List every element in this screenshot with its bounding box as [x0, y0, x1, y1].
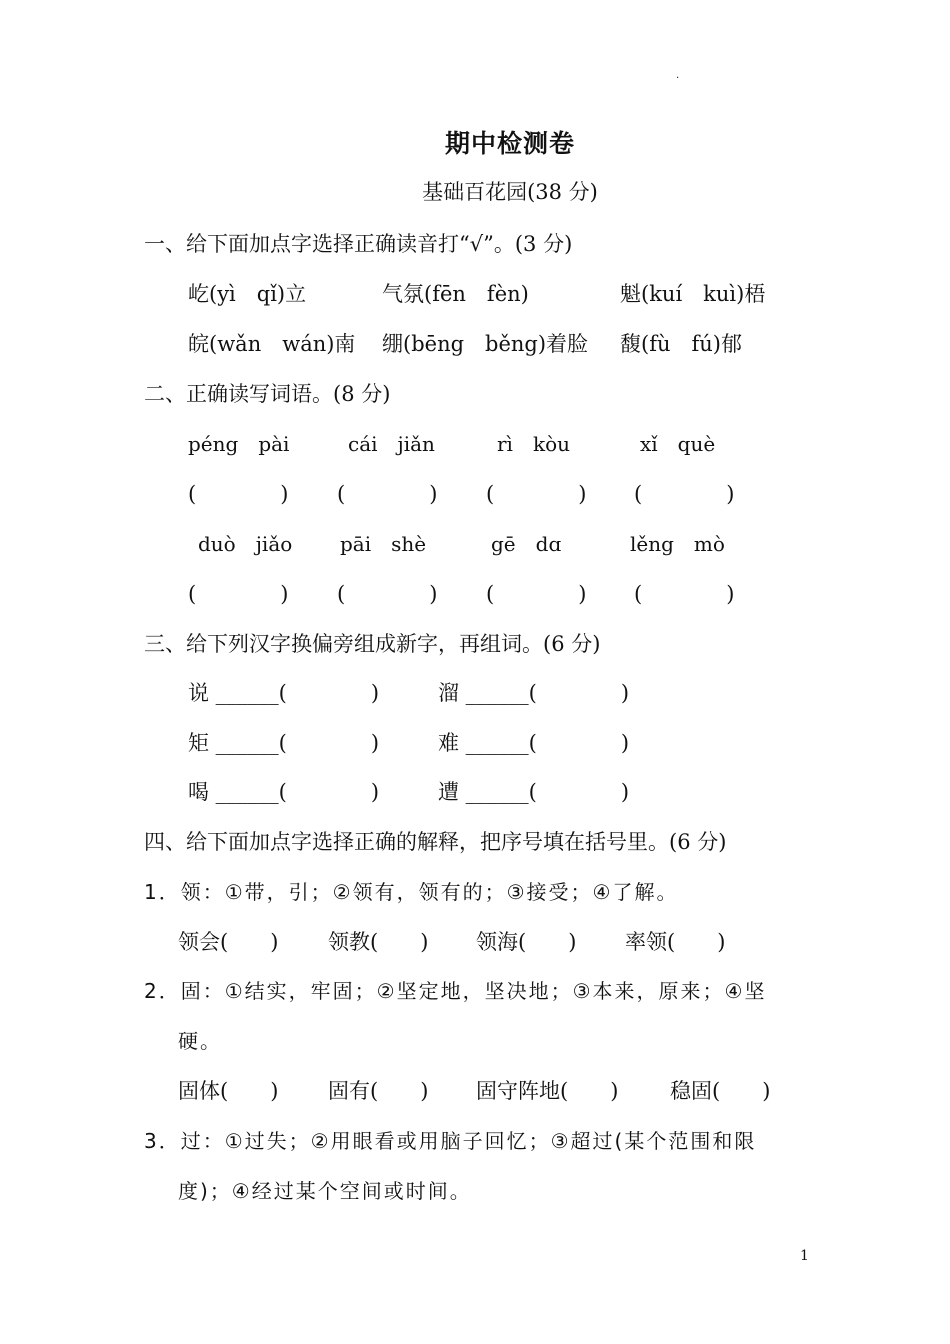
q2-blank[interactable]: ( ) — [486, 582, 587, 606]
q2-pinyin: duò jiǎo — [198, 532, 293, 556]
q4-word[interactable]: 固体( ) — [178, 1079, 279, 1103]
q2-pinyin: péng pài — [188, 432, 290, 456]
q4-word[interactable]: 领会( ) — [178, 930, 279, 954]
q2-blank[interactable]: ( ) — [337, 582, 438, 606]
q2-blank[interactable]: ( ) — [486, 482, 587, 506]
q2-pinyin: cái jiǎn — [348, 432, 435, 456]
q2-heading: 二、正确读写词语。(8 分) — [144, 382, 391, 406]
q3-item[interactable]: 说 ______( ) — [188, 681, 380, 705]
q2-pinyin: lěng mò — [630, 532, 725, 556]
page-subtitle: 基础百花园(38 分) — [422, 180, 598, 204]
q1-item: 气氛(fēn fèn) — [382, 282, 529, 306]
q3-item[interactable]: 矩 ______( ) — [188, 731, 380, 755]
q4-word[interactable]: 领教( ) — [328, 930, 429, 954]
q3-heading: 三、给下列汉字换偏旁组成新字，再组词。(6 分) — [144, 632, 601, 656]
q4-sub3-definition-cont: 度)；④经过某个空间或时间。 — [178, 1179, 472, 1203]
q1-heading: 一、给下面加点字选择正确读音打“√”。(3 分) — [144, 232, 573, 256]
q1-item: 魁(kuí kuì)梧 — [620, 282, 766, 306]
q1-item: 馥(fù fú)郁 — [620, 332, 742, 356]
q3-item[interactable]: 难 ______( ) — [438, 731, 630, 755]
q4-word[interactable]: 固有( ) — [328, 1079, 429, 1103]
q2-pinyin: pāi shè — [340, 532, 427, 556]
q2-blank[interactable]: ( ) — [634, 482, 735, 506]
q2-pinyin: gē dɑ — [491, 532, 562, 556]
q2-blank[interactable]: ( ) — [634, 582, 735, 606]
q4-word[interactable]: 稳固( ) — [670, 1079, 771, 1103]
q4-sub3-definition: 3．过：①过失；②用眼看或用脑子回忆；③超过(某个范围和限 — [144, 1129, 757, 1153]
q4-sub2-definition-cont: 硬。 — [178, 1029, 222, 1053]
q2-blank[interactable]: ( ) — [188, 582, 289, 606]
q4-word[interactable]: 领海( ) — [476, 930, 577, 954]
q4-sub2-definition: 2．固：①结实，牢固；②坚定地，坚决地；③本来，原来；④坚 — [144, 979, 767, 1003]
q3-item[interactable]: 喝 ______( ) — [188, 780, 380, 804]
page-number: 1 — [800, 1248, 809, 1264]
q2-pinyin: rì kòu — [497, 432, 570, 456]
q1-item: 皖(wǎn wán)南 — [188, 332, 356, 356]
q2-blank[interactable]: ( ) — [188, 482, 289, 506]
q1-item: 绷(bēng běng)着脸 — [382, 332, 589, 356]
q2-blank[interactable]: ( ) — [337, 482, 438, 506]
q3-item[interactable]: 遭 ______( ) — [438, 780, 630, 804]
q1-item: 屹(yì qǐ)立 — [188, 282, 307, 306]
q4-word[interactable]: 固守阵地( ) — [476, 1079, 619, 1103]
q4-heading: 四、给下面加点字选择正确的解释，把序号填在括号里。(6 分) — [144, 830, 727, 854]
header-mark: . — [676, 70, 680, 81]
q3-item[interactable]: 溜 ______( ) — [438, 681, 630, 705]
page-title: 期中检测卷 — [444, 129, 575, 158]
q4-word[interactable]: 率领( ) — [625, 930, 726, 954]
q4-sub1-definition: 1．领：①带，引；②领有，领有的；③接受；④了解。 — [144, 880, 679, 904]
q2-pinyin: xǐ què — [640, 432, 716, 456]
